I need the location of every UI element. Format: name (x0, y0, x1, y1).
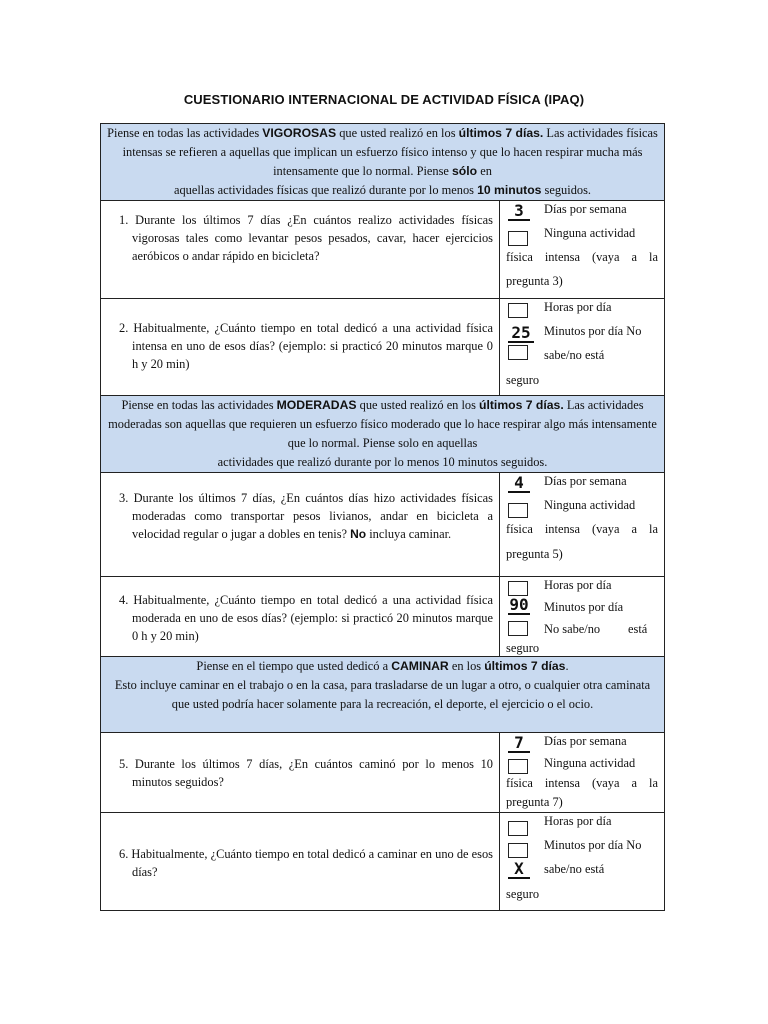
walk-intro-row (101, 657, 665, 733)
question-row-2 (101, 299, 665, 396)
question-5-options: 7 Días por semana Ninguna actividad física intensa (vaya a la pregunta 7) (500, 733, 665, 813)
question-2: 2. Habitualmente, ¿Cuánto tiempo en total dedicó a una actividad física intensa en uno de esos días? (ejemplo: si practicó 20 minutos marque 0 h y 20 min) (101, 299, 500, 396)
question-3-options: 4 Días por semana Ninguna actividad física intensa (vaya a la pregunta 5) (500, 473, 665, 577)
vigorous-intro-row (101, 124, 665, 201)
not-sure-checkbox[interactable] (508, 345, 528, 360)
moderate-intro: Piense en todas las actividades MODERADAS que usted realizó en los últimos 7 días. Las actividades moderadas son aquellas que requieren un esfuerzo físico moderado que lo hace respirar algo más intensamente que lo normal. Piense solo en aquellas actividades que realizó durante por lo menos 10 minutos seguidos. (101, 396, 665, 473)
question-row-4 (101, 577, 665, 657)
page-title: CUESTIONARIO INTERNACIONAL DE ACTIVIDAD FÍSICA (IPAQ) (183, 92, 585, 107)
days-answer-box[interactable]: 4 (508, 473, 530, 493)
question-row-3 (101, 473, 665, 577)
walk-intro: Piense en el tiempo que usted dedicó a CAMINAR en los últimos 7 días. Esto incluye caminar en el trabajo o en la casa, para trasladarse de un lugar a otro, o cualquier otra caminata que usted podría hacer solamente para la recreación, el deporte, el ejercicio o el ocio. (101, 657, 665, 733)
not-sure-checkbox[interactable] (508, 621, 528, 636)
no-activity-checkbox[interactable] (508, 231, 528, 246)
hours-checkbox[interactable] (508, 303, 528, 318)
question-4: 4. Habitualmente, ¿Cuánto tiempo en total dedicó a una actividad física moderada en uno de esos días? (ejemplo: si practicó 20 minutos marque 0 h y 20 min) (101, 577, 500, 657)
moderate-intro-row (101, 396, 665, 473)
question-row-5 (101, 733, 665, 813)
minutes-checkbox[interactable] (508, 843, 528, 858)
days-answer-box[interactable]: 3 (508, 201, 530, 221)
no-activity-checkbox[interactable] (508, 503, 528, 518)
question-1: 1. Durante los últimos 7 días ¿En cuántos realizo actividades físicas vigorosas tales como levantar pesos pesados, cavar, hacer ejercicios aeróbicos o andar rápido en bicicleta? (101, 201, 500, 299)
no-activity-checkbox[interactable] (508, 759, 528, 774)
question-4-options: Horas por día 90 Minutos por día No sabe/no está seguro (500, 577, 665, 657)
hours-checkbox[interactable] (508, 821, 528, 836)
ipaq-questionnaire-table (100, 123, 665, 911)
question-2-options: Horas por día 25 Minutos por día No sabe/no está seguro (500, 299, 665, 396)
hours-checkbox[interactable] (508, 581, 528, 596)
question-row-1 (101, 201, 665, 299)
not-sure-answer-box[interactable]: X (508, 859, 530, 879)
vigorous-intro: Piense en todas las actividades VIGOROSAS que usted realizó en los últimos 7 días. Las actividades físicas intensas se refieren a aquellas que implican un esfuerzo físico intenso y que lo hacen respirar mucha más intensamente que lo normal. Piense sólo en aquellas actividades físicas que realizó durante por lo menos 10 minutos seguidos. (101, 124, 665, 201)
question-1-options: 3 Días por semana Ninguna actividad física intensa (vaya a la pregunta 3) (500, 201, 665, 299)
question-row-6 (101, 813, 665, 911)
question-5: 5. Durante los últimos 7 días, ¿En cuántos caminó por lo menos 10 minutos seguidos? (101, 733, 500, 813)
minutes-answer-box[interactable]: 25 (508, 323, 534, 343)
question-3: 3. Durante los últimos 7 días, ¿En cuántos días hizo actividades físicas moderadas como transportar pesos livianos, andar en bicicleta a velocidad regular o jugar a dobles en tenis? No incluya caminar. (101, 473, 500, 577)
days-answer-box[interactable]: 7 (508, 733, 530, 753)
question-6: 6. Habitualmente, ¿Cuánto tiempo en total dedicó a caminar en uno de esos días? (101, 813, 500, 911)
question-6-options: Horas por día Minutos por día No X sabe/no está seguro (500, 813, 665, 911)
minutes-answer-box[interactable]: 90 (509, 595, 529, 614)
